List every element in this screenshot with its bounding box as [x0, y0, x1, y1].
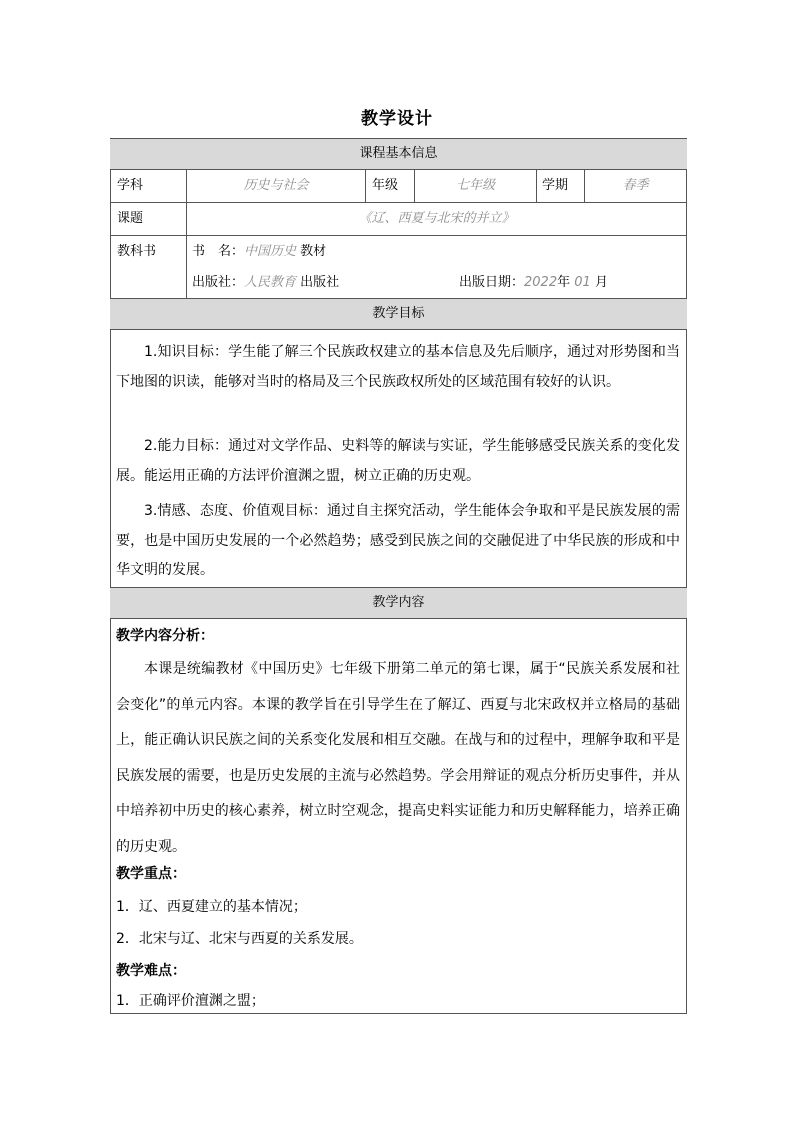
table-rule: [365, 169, 366, 202]
textbook-label: 教科书: [117, 244, 157, 259]
subject-value: 历史与社会: [243, 178, 309, 193]
key-points-heading: 教学重点：: [116, 866, 186, 882]
objective-knowledge: 1.知识目标：学生能了解三个民族政权建立的基本信息及先后顺序，通过对形势图和当下地图的识读，能够对当时的格局及三个民族政权所处的区域范围有较好的认识。: [116, 344, 680, 390]
table-rule: [110, 618, 687, 619]
pub-date-line: [459, 268, 608, 298]
pub-date-label: 出版日期：: [459, 275, 525, 290]
table-rule: [110, 202, 687, 203]
objective-ability: 2.能力目标：通过对文学作品、史料等的解读与实证，学生能够感受民族关系的变化发展。能运用正确的方法评价澶渊之盟，树立正确的历史观。: [116, 438, 680, 484]
pub-month: 01: [574, 275, 591, 290]
month-unit: 月: [594, 275, 608, 290]
pub-year: 2022: [524, 275, 558, 290]
key-point-item: 1．辽、西夏建立的基本情况；: [116, 899, 307, 915]
document-title: 教学设计: [361, 109, 433, 129]
book-suffix: 教材: [300, 244, 327, 259]
grade-label: 年级: [372, 178, 399, 193]
table-rule: [110, 298, 687, 299]
subject-label: 学科: [117, 178, 144, 193]
table-rule: [110, 329, 687, 330]
section-heading-content: 教学内容: [372, 595, 425, 610]
topic-value: 《辽、西夏与北宋的并立》: [358, 211, 515, 226]
table-rule: [110, 587, 687, 588]
publisher-label: 出版社：: [192, 275, 245, 290]
difficulty-item: 1．正确评价澶渊之盟；: [116, 993, 265, 1009]
table-rule: [110, 169, 687, 170]
topic-label: 课题: [117, 211, 144, 226]
term-label: 学期: [542, 178, 569, 193]
analysis-heading: 教学内容分析：: [116, 628, 214, 644]
key-point-item: 2．北宋与辽、北宋与西夏的关系发展。: [116, 931, 363, 947]
book-name-value: 中国历史: [244, 244, 297, 259]
publisher-value: 人民教育: [244, 275, 297, 290]
section-heading-objectives: 教学目标: [372, 306, 425, 321]
objective-values: 3.情感、态度、价值观目标：通过自主探究活动，学生能体会争取和平是民族发展的需要，也是中国历史发展的一个必然趋势；感受到民族之间的交融促进了中华民族的形成和中华文明的发展。: [116, 503, 680, 578]
book-name-label: 书 名：: [192, 244, 245, 259]
year-unit: 年: [557, 275, 571, 290]
section-heading-basic-info: 课程基本信息: [359, 146, 438, 161]
publisher-line: [192, 268, 339, 298]
difficulties-heading: 教学难点：: [116, 963, 186, 979]
table-rule: [110, 235, 687, 236]
grade-value: 七年级: [455, 178, 495, 193]
analysis-text: 本课是统编教材《中国历史》七年级下册第二单元的第七课，属于“民族关系发展和社会变化”的单元内容。本课的教学旨在引导学生在了解辽、西夏与北宋政权并立格局的基础上，能正确认识民族之间的关系变化发展和相互交融。在战与和的过程中，理解争取和平是民族发展的需要，也是历史发展的主流与必然趋势。学会用辩证的观点分析历史事件，并从中培养初中历史的核心素养，树立时空观念，提高史料实证能力和历史解释能力，培养正确的历史观。: [116, 661, 680, 855]
publisher-suffix: 出版社: [300, 275, 340, 290]
table-rule: [536, 169, 537, 202]
term-value: 春季: [622, 178, 649, 193]
book-name-line: [192, 237, 326, 267]
